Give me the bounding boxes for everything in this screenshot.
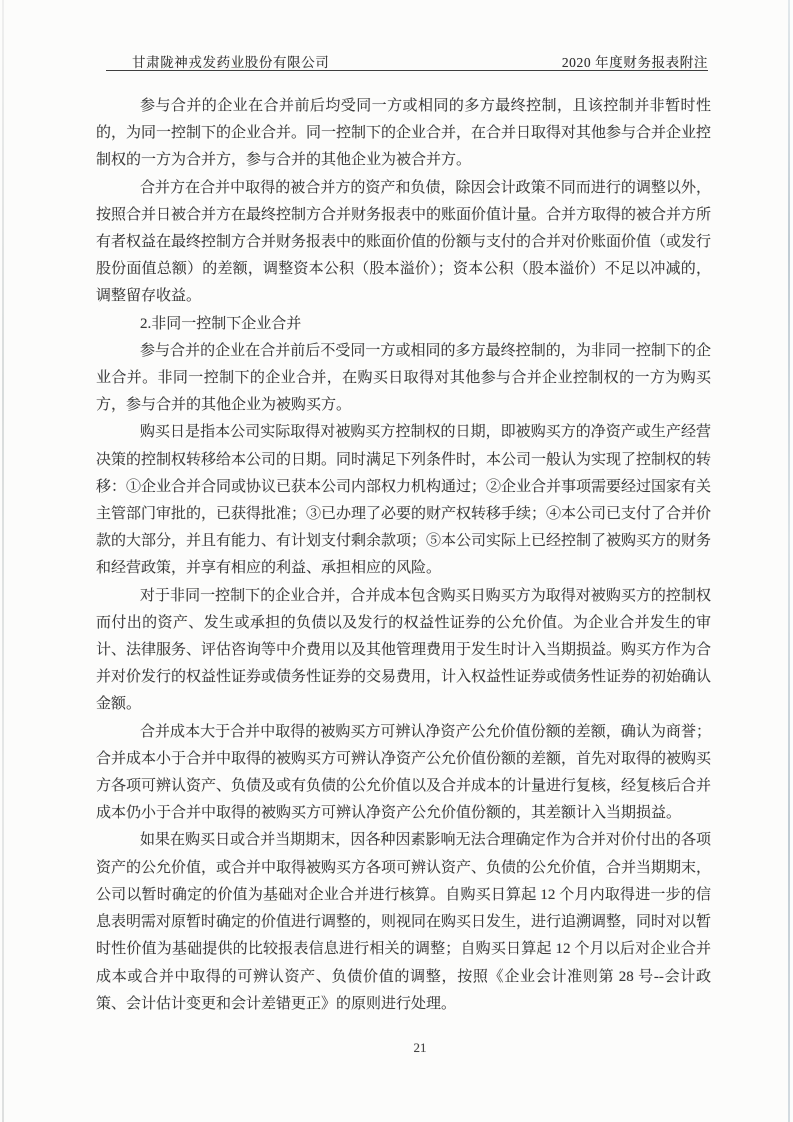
paragraph-common-control-definition: 参与合并的企业在合并前后均受同一方或相同的多方最终控制，且该控制并非暂时性的，为同一控制下的企业合并。同一控制下的企业合并，在合并日取得对其他参与合并企业控制权的一方为合并方，参与合并的其他企业为被合并方。 — [96, 98, 712, 169]
scan-edge-right-line — [788, 0, 790, 1122]
header-rule — [106, 70, 708, 71]
company-name: 甘肃陇神戎发药业股份有限公司 — [132, 55, 330, 70]
page-footer — [0, 1040, 793, 1056]
section-heading-non-common-control: 2.非同一控制下企业合并 — [140, 315, 302, 332]
page-header — [106, 51, 708, 71]
paragraph-non-common-control-definition: 参与合并的企业在合并前后不受同一方或相同的多方最终控制的，为非同一控制下的企业合并。非同一控制下的企业合并，在购买日取得对其他参与合并企业控制权的一方为购买方，参与合并的其他企业为被购买方。 — [96, 342, 711, 414]
page-number: 21 — [413, 1040, 427, 1055]
paragraph-provisional-value-adjustment: 如果在购买日或合并当期期末，因各种因素影响无法合理确定作为合并对价付出的各项资产的公允价值，或合并中取得被购买方各项可辨认资产、负债的公允价值，合并当期期末，公司以暂时确定的价值为基础对企业合并进行核算。自购买日算起 12 个月内取得进一步的信息表明需对原暂时确定的价值进行调整的，则视同在购买日发生，进行追溯调整，同时对以暂时性价值为基础提供的比较报表信息进行相关的调整；自购买日算起 12 个月以后对企业合并成本或合并中取得的可辨认资产、负债价值的调整，按照《企业会计准则第 28 号--会计政策、会计估计变更和会计差错更正》的原则进行处理。 — [96, 832, 712, 1012]
document-body — [96, 93, 711, 1018]
report-title: 2020 年度财务报表附注 — [561, 55, 708, 70]
paragraph-goodwill-recognition: 合并成本大于合并中取得的被购买方可辨认净资产公允价值份额的差额，确认为商誉；合并成本小于合并中取得的被购买方可辨认净资产公允价值份额的差额，首先对取得的被购买方各项可辨认资产、负债及或有负债的公允价值以及合并成本的计量进行复核，经复核后合并成本仍小于合并中取得的被购买方可辨认净资产公允价值份额的，其差额计入当期损益。 — [96, 723, 712, 822]
paragraph-merger-cost-composition: 对于非同一控制下的企业合并，合并成本包含购买日购买方为取得对被购买方的控制权而付出的资产、发生或承担的负债以及发行的权益性证券的公允价值。为企业合并发生的审计、法律服务、评估咨询等中介费用以及其他管理费用于发生时计入当期损益。购买方作为合并对价发行的权益性证券或债务性证券的交易费用，计入权益性证券或债务性证券的初始确认金额。 — [96, 587, 712, 713]
scan-edge-left-line — [2, 0, 4, 1122]
paragraph-purchase-date-conditions: 购买日是指本公司实际取得对被购买方控制权的日期，即被购买方的净资产或生产经营决策的控制权转移给本公司的日期。同时满足下列条件时，本公司一般认为实现了控制权的转移：①企业合并合同或协议已获本公司内部权力机构通过；②企业合并事项需要经过国家有关主管部门审批的，已获得批准；③已办理了必要的财产权转移手续；④本公司已支付了合并价款的大部分，并且有能力、有计划支付剩余款项；⑤本公司实际上已经控制了被购买方的财务和经营政策，并享有相应的利益、承担相应的风险。 — [96, 424, 712, 577]
paragraph-common-control-measurement: 合并方在合并中取得的被合并方的资产和负债，除因会计政策不同而进行的调整以外，按照合并日被合并方在最终控制方合并财务报表中的账面价值计量。合并方取得的被合并方所有者权益在最终控制方合并财务报表中的账面价值的份额与支付的合并对价账面价值（或发行股份面值总额）的差额，调整资本公积（股本溢价）；资本公积（股本溢价）不足以冲减的，调整留存收益。 — [96, 179, 712, 305]
